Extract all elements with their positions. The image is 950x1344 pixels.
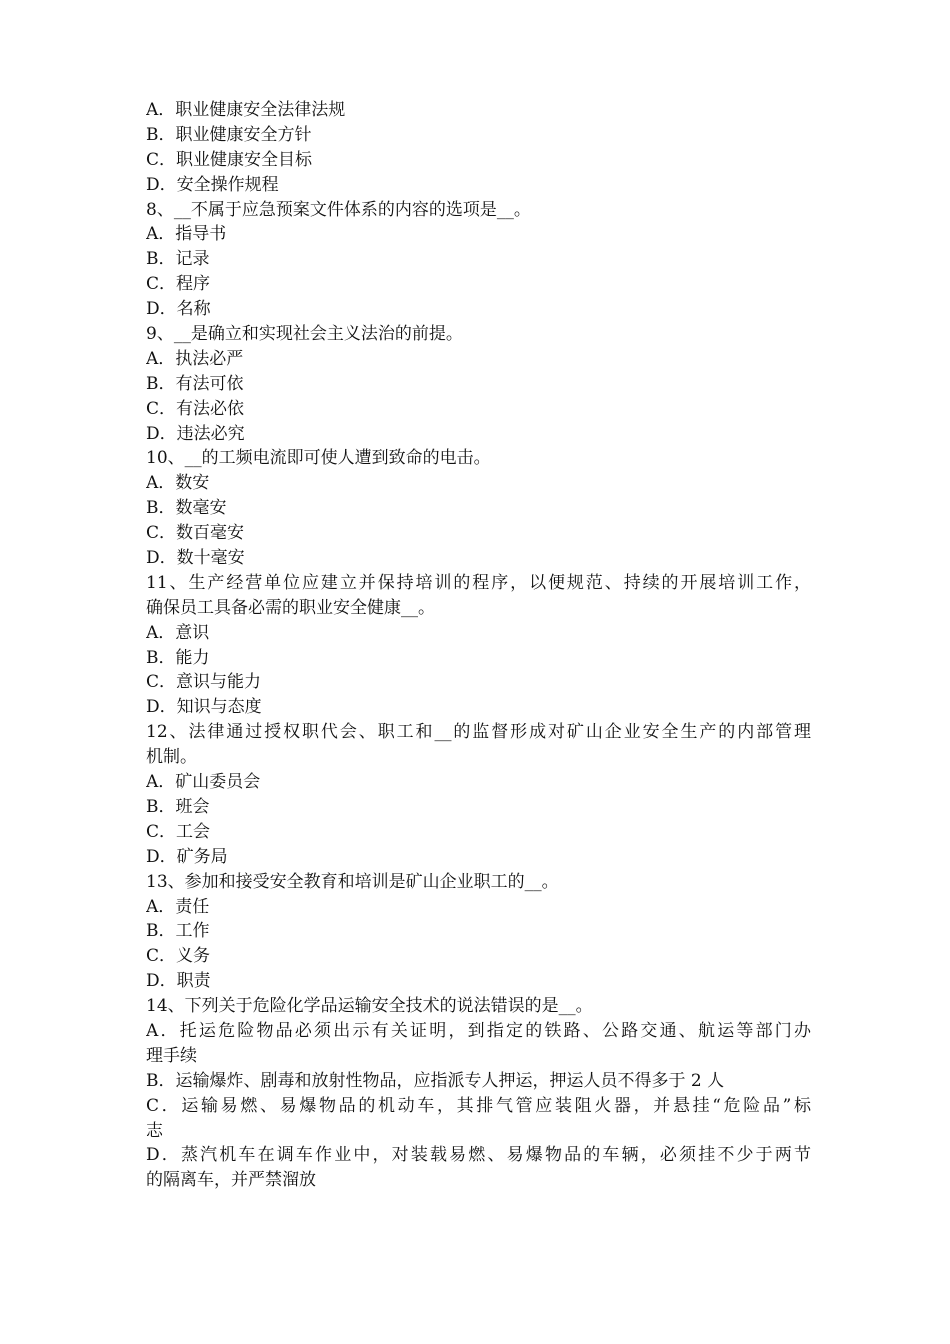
question-11-line-1: 11、生产经营单位应建立并保持培训的程序，以便规范、持续的开展培训工作， (146, 572, 811, 593)
option-q10-b: B．数毫安 (146, 498, 227, 519)
option-q13-b: B．工作 (146, 921, 210, 942)
option-q12-c: C．工会 (146, 821, 211, 842)
option-q9-a: A．执法必严 (146, 348, 244, 369)
option-q10-d: D．数十毫安 (146, 548, 245, 569)
option-q7-a: A．职业健康安全法律法规 (146, 100, 346, 120)
option-q10-a: A．数安 (146, 473, 210, 494)
option-q12-a: A．矿山委员会 (146, 772, 261, 793)
option-q13-c: C．义务 (146, 946, 211, 967)
option-q14-c-line-2: 志 (146, 1120, 163, 1141)
option-q11-c: C．意识与能力 (146, 672, 262, 693)
option-q10-c: C．数百毫安 (146, 523, 245, 544)
question-11-line-2: 确保员工具备必需的职业安全健康__。 (146, 597, 435, 618)
option-q7-d: D．安全操作规程 (146, 174, 279, 195)
option-q12-b: B．班会 (146, 796, 210, 817)
question-13: 13、参加和接受安全教育和培训是矿山企业职工的__。 (146, 871, 559, 892)
option-q13-d: D．职责 (146, 971, 211, 992)
option-q8-b: B．记录 (146, 249, 210, 270)
option-q11-b: B．能力 (146, 647, 210, 668)
option-q14-a-line-2: 理手续 (146, 1045, 197, 1066)
option-q11-a: A．意识 (146, 622, 210, 643)
question-12-line-2: 机制。 (146, 747, 197, 768)
option-q14-b: B．运输爆炸、剧毒和放射性物品，应指派专人押运，押运人员不得多于 2 人 (146, 1070, 725, 1091)
question-14: 14、下列关于危险化学品运输安全技术的说法错误的是__。 (146, 996, 593, 1017)
option-q14-d-line-2: 的隔离车，并严禁溜放 (146, 1170, 316, 1191)
option-q7-c: C．职业健康安全目标 (146, 149, 313, 170)
option-q14-c-line-1: C．运输易燃、易爆物品的机动车，其排气管应装阻火器，并悬挂“危险品”标 (146, 1095, 811, 1116)
option-q11-d: D．知识与态度 (146, 697, 262, 718)
option-q14-d-line-1: D．蒸汽机车在调车作业中，对装载易燃、易爆物品的车辆，必须挂不少于两节 (146, 1145, 811, 1166)
option-q8-c: C．程序 (146, 274, 211, 295)
question-12-line-1: 12、法律通过授权职代会、职工和__的监督形成对矿山企业安全生产的内部管理 (146, 722, 811, 743)
question-8: 8、__不属于应急预案文件体系的内容的选项是__。 (146, 199, 531, 220)
document-body (146, 98, 811, 1193)
option-q13-a: A．责任 (146, 896, 210, 917)
option-q12-d: D．矿务局 (146, 846, 228, 867)
option-q9-c: C．有法必依 (146, 398, 245, 419)
question-10: 10、__的工频电流即可使人遭到致命的电击。 (146, 448, 491, 469)
option-q9-d: D．违法必究 (146, 423, 245, 444)
question-9: 9、__是确立和实现社会主义法治的前提。 (146, 324, 463, 345)
option-q8-d: D．名称 (146, 299, 211, 320)
option-q8-a: A．指导书 (146, 224, 227, 245)
option-q9-b: B．有法可依 (146, 373, 244, 394)
option-q7-b: B．职业健康安全方针 (146, 124, 312, 145)
option-q14-a-line-1: A．托运危险物品必须出示有关证明，到指定的铁路、公路交通、航运等部门办 (146, 1020, 811, 1041)
